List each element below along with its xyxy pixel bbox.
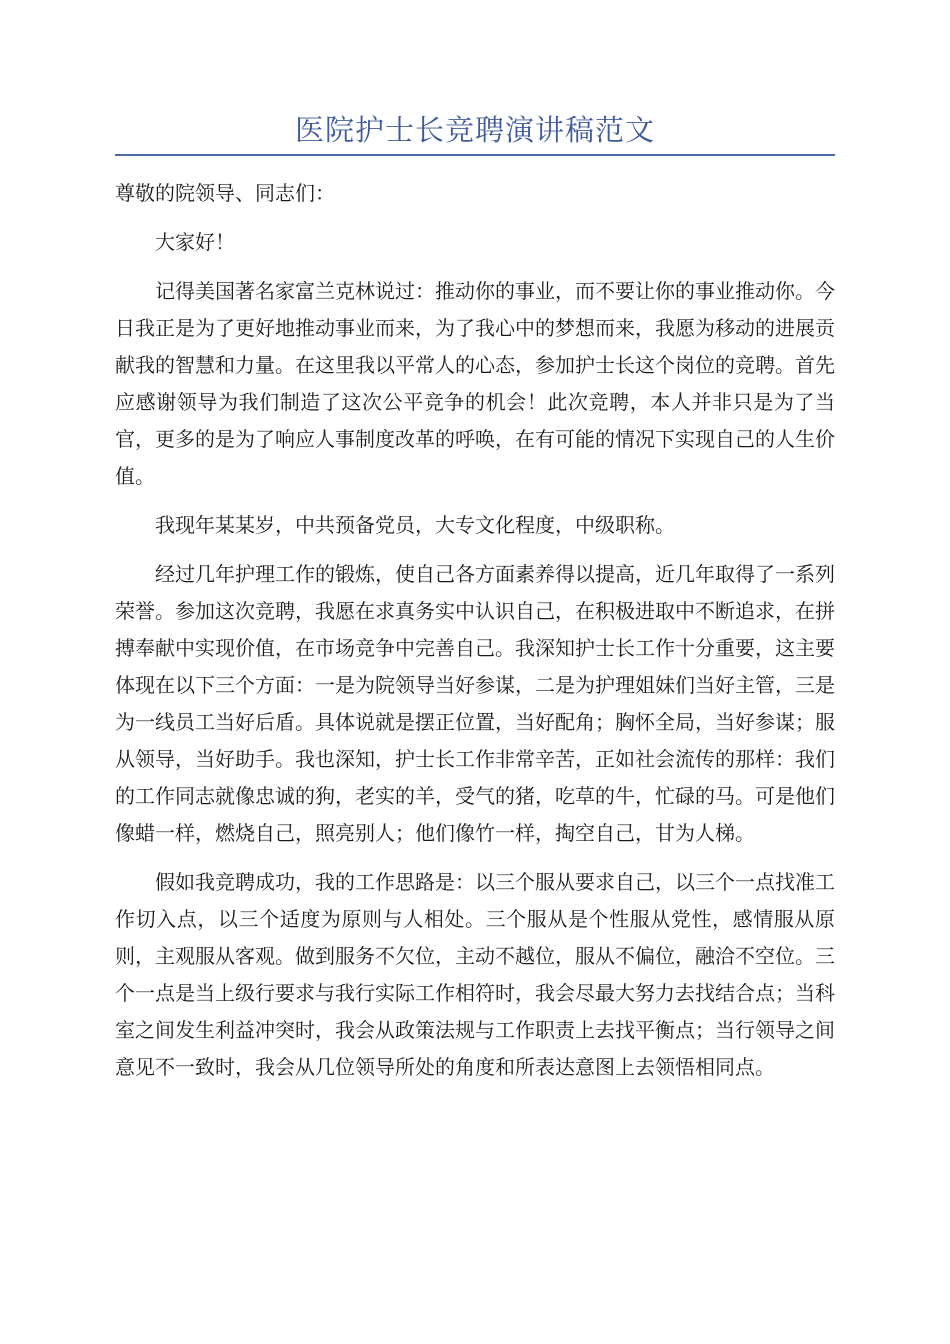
paragraph-experience: 经过几年护理工作的锻炼，使自己各方面素养得以提高，近几年取得了一系列荣誉。参加这次竞聘，我愿在求真务实中认识自己，在积极进取中不断追求，在拼搏奉献中实现价值，在市场竞争中完善自己。我深知护士长工作十分重要，这主要体现在以下三个方面：一是为院领导当好参谋，二是为护理姐妹们当好主管，三是为一线员工当好后盾。具体说就是摆正位置，当好配角；胸怀全局，当好参谋；服从领导，当好助手。我也深知，护士长工作非常辛苦，正如社会流传的那样：我们的工作同志就像忠诚的狗，老实的羊，受气的猪，吃草的牛，忙碌的马。可是他们像蜡一样，燃烧自己，照亮别人；他们像竹一样，掏空自己，甘为人梯。 bbox=[115, 562, 835, 845]
paragraph-intro: 记得美国著名家富兰克林说过：推动你的事业，而不要让你的事业推动你。今日我正是为了更好地推动事业而来，为了我心中的梦想而来，我愿为移动的进展贡献我的智慧和力量。在这里我以平常人的心态，参加护士长这个岗位的竞聘。首先应感谢领导为我们制造了这次公平竞争的机会！此次竞聘，本人并非只是为了当官，更多的是为了响应人事制度改革的呼唤，在有可能的情况下实现自己的人生价值。 bbox=[115, 279, 835, 488]
salutation: 尊敬的院领导、同志们： bbox=[115, 181, 335, 205]
paragraph-greeting: 大家好！ bbox=[155, 230, 235, 254]
paragraph-work-plan: 假如我竞聘成功，我的工作思路是：以三个服从要求自己，以三个一点找准工作切入点，以三个适度为原则与人相处。三个服从是个性服从党性，感情服从原则，主观服从客观。做到服务不欠位，主动不越位，服从不偏位，融洽不空位。三个一点是当上级行要求与我行实际工作相符时，我会尽最大努力去找结合点；当科室之间发生利益冲突时，我会从政策法规与工作职责上去找平衡点；当行领导之间意见不一致时，我会从几位领导所处的角度和所表达意图上去领悟相同点。 bbox=[115, 870, 835, 1079]
document-body bbox=[115, 175, 835, 1098]
title-divider bbox=[115, 154, 835, 156]
document-title: 医院护士长竞聘演讲稿范文 bbox=[294, 113, 655, 147]
paragraph-profile: 我现年某某岁，中共预备党员，大专文化程度，中级职称。 bbox=[155, 513, 675, 537]
